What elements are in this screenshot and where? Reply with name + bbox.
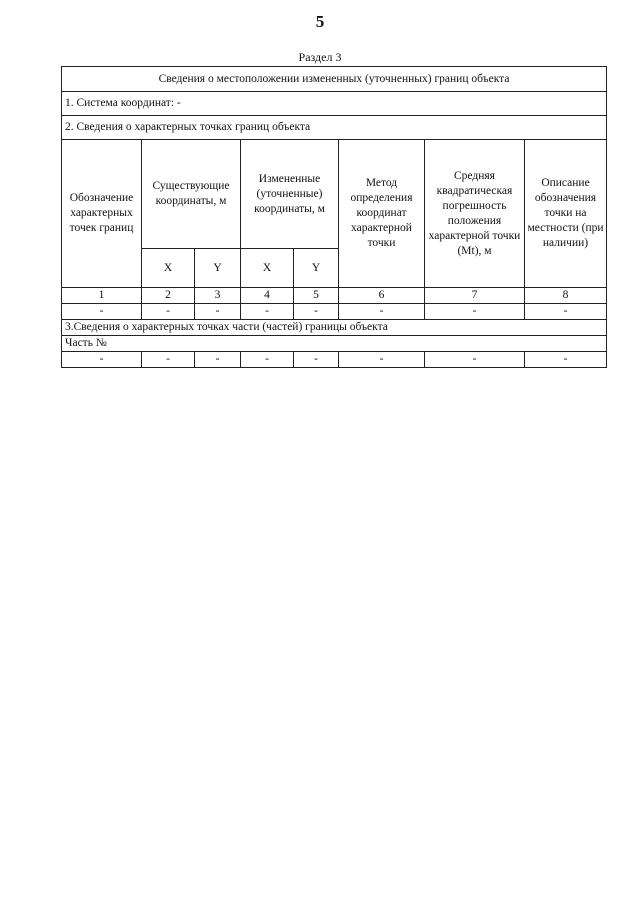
section-label: Раздел 3	[298, 50, 342, 64]
header-y-changed: Y	[294, 249, 339, 288]
header-existing-coords: Существующие координаты, м	[142, 140, 241, 249]
column-number: 6	[339, 288, 425, 304]
header-y-existing: Y	[195, 249, 241, 288]
table-cell: -	[525, 352, 607, 368]
column-number: 8	[525, 288, 607, 304]
header-x-changed: X	[241, 249, 294, 288]
part-label-row: Часть №	[62, 336, 607, 352]
table-cell: -	[241, 352, 294, 368]
coordinate-system-row: 1. Система координат: -	[62, 92, 607, 116]
column-number: 5	[294, 288, 339, 304]
table-cell: -	[241, 304, 294, 320]
header-x-existing: X	[142, 249, 195, 288]
table-cell: -	[339, 304, 425, 320]
header-description: Описание обозначения точки на местности (при наличии)	[525, 140, 607, 288]
header-designation: Обозначение характерных точек границ	[62, 140, 142, 288]
column-number: 1	[62, 288, 142, 304]
table-cell: -	[195, 304, 241, 320]
table-cell: -	[62, 304, 142, 320]
table-cell: -	[339, 352, 425, 368]
table-cell: -	[425, 352, 525, 368]
table-cell: -	[294, 304, 339, 320]
header-method: Метод определения координат характерной точки	[339, 140, 425, 288]
header-error: Средняя квадратическая погрешность положения характерной точки (Mt), м	[425, 140, 525, 288]
points-data-row	[62, 304, 607, 320]
column-number: 3	[195, 288, 241, 304]
table-cell: -	[142, 304, 195, 320]
column-number: 4	[241, 288, 294, 304]
column-number: 2	[142, 288, 195, 304]
table-title: Сведения о местоположении измененных (уточненных) границ объекта	[62, 67, 607, 92]
parts-section-row: 3.Сведения о характерных точках части (частей) границы объекта	[62, 320, 607, 336]
table-cell: -	[195, 352, 241, 368]
table-cell: -	[142, 352, 195, 368]
points-section-row: 2. Сведения о характерных точках границ объекта	[62, 116, 607, 140]
boundary-points-table	[61, 66, 607, 368]
column-number: 7	[425, 288, 525, 304]
header-changed-coords: Измененные (уточненные) координаты, м	[241, 140, 339, 249]
page-number: 5	[315, 12, 325, 31]
column-numbers-row	[62, 288, 607, 304]
table-cell: -	[525, 304, 607, 320]
table-cell: -	[425, 304, 525, 320]
table-cell: -	[294, 352, 339, 368]
table-cell: -	[62, 352, 142, 368]
parts-data-row	[62, 352, 607, 368]
